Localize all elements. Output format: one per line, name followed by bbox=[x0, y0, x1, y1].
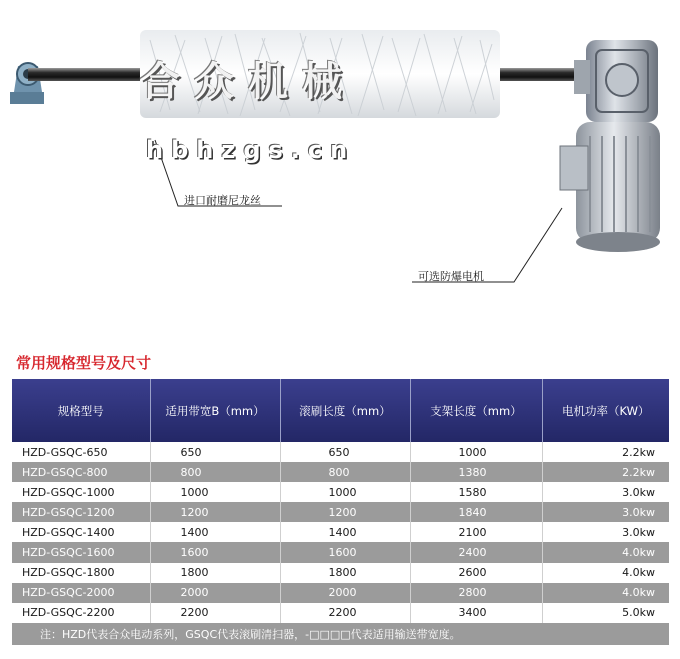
table-row bbox=[12, 502, 669, 522]
cell-motor-power: 2.2kw bbox=[542, 462, 669, 482]
cell-model: HZD-GSQC-1400 bbox=[12, 522, 150, 542]
cell-brush-length: 800 bbox=[280, 462, 410, 482]
cell-frame-length: 1380 bbox=[410, 462, 542, 482]
cell-brush-length: 2200 bbox=[280, 603, 410, 623]
table-row bbox=[12, 563, 669, 583]
cell-belt-width: 1800 bbox=[150, 563, 280, 583]
table-note-row bbox=[12, 623, 669, 645]
table-row bbox=[12, 583, 669, 603]
callout-nylon-bristle: 进口耐磨尼龙丝 bbox=[184, 194, 261, 207]
cell-model: HZD-GSQC-650 bbox=[12, 442, 150, 462]
cell-model: HZD-GSQC-2200 bbox=[12, 603, 150, 623]
cell-frame-length: 1840 bbox=[410, 502, 542, 522]
header-motor-power: 电机功率（KW） bbox=[542, 379, 669, 442]
cell-model: HZD-GSQC-1600 bbox=[12, 542, 150, 562]
header-brush-length: 滚刷长度（mm） bbox=[280, 379, 410, 442]
header-belt-width: 适用带宽B（mm） bbox=[150, 379, 280, 442]
cell-belt-width: 1200 bbox=[150, 502, 280, 522]
cell-frame-length: 3400 bbox=[410, 603, 542, 623]
cell-belt-width: 2000 bbox=[150, 583, 280, 603]
cell-frame-length: 2600 bbox=[410, 563, 542, 583]
cell-model: HZD-GSQC-1200 bbox=[12, 502, 150, 522]
cell-frame-length: 2400 bbox=[410, 542, 542, 562]
cell-belt-width: 650 bbox=[150, 442, 280, 462]
cell-brush-length: 1400 bbox=[280, 522, 410, 542]
cell-brush-length: 2000 bbox=[280, 583, 410, 603]
cell-model: HZD-GSQC-800 bbox=[12, 462, 150, 482]
table-note: 注：HZD代表合众电动系列，GSQC代表滚刷清扫器，-□□□□代表适用输送带宽度。 bbox=[12, 623, 669, 645]
cell-belt-width: 800 bbox=[150, 462, 280, 482]
header-model: 规格型号 bbox=[12, 379, 150, 442]
cell-brush-length: 650 bbox=[280, 442, 410, 462]
cell-brush-length: 1600 bbox=[280, 542, 410, 562]
cell-brush-length: 1200 bbox=[280, 502, 410, 522]
cell-frame-length: 1580 bbox=[410, 482, 542, 502]
table-row bbox=[12, 442, 669, 462]
cell-model: HZD-GSQC-2000 bbox=[12, 583, 150, 603]
cell-belt-width: 1400 bbox=[150, 522, 280, 542]
cell-motor-power: 4.0kw bbox=[542, 583, 669, 603]
cell-motor-power: 3.0kw bbox=[542, 482, 669, 502]
cell-frame-length: 2100 bbox=[410, 522, 542, 542]
cell-frame-length: 1000 bbox=[410, 442, 542, 462]
callout-explosion-proof-motor: 可选防爆电机 bbox=[418, 270, 484, 283]
cell-belt-width: 2200 bbox=[150, 603, 280, 623]
table-row bbox=[12, 522, 669, 542]
table-row bbox=[12, 482, 669, 502]
spec-table bbox=[12, 379, 669, 645]
cell-motor-power: 4.0kw bbox=[542, 563, 669, 583]
table-row bbox=[12, 462, 669, 482]
brand-watermark: 合众机械 bbox=[140, 59, 356, 105]
cell-brush-length: 1800 bbox=[280, 563, 410, 583]
table-header-row bbox=[12, 379, 669, 442]
cell-motor-power: 2.2kw bbox=[542, 442, 669, 462]
table-row bbox=[12, 542, 669, 562]
cell-motor-power: 3.0kw bbox=[542, 522, 669, 542]
cell-frame-length: 2800 bbox=[410, 583, 542, 603]
cell-motor-power: 5.0kw bbox=[542, 603, 669, 623]
cell-belt-width: 1000 bbox=[150, 482, 280, 502]
gear-reducer bbox=[574, 40, 658, 122]
header-frame-length: 支架长度（mm） bbox=[410, 379, 542, 442]
motor bbox=[560, 122, 660, 252]
section-title: 常用规格型号及尺寸 bbox=[16, 354, 152, 372]
cell-brush-length: 1000 bbox=[280, 482, 410, 502]
cell-motor-power: 4.0kw bbox=[542, 542, 669, 562]
cell-motor-power: 3.0kw bbox=[542, 502, 669, 522]
url-watermark: hbhzgs.cn bbox=[146, 136, 356, 164]
cell-model: HZD-GSQC-1000 bbox=[12, 482, 150, 502]
cell-model: HZD-GSQC-1800 bbox=[12, 563, 150, 583]
cell-belt-width: 1600 bbox=[150, 542, 280, 562]
table-row bbox=[12, 603, 669, 623]
